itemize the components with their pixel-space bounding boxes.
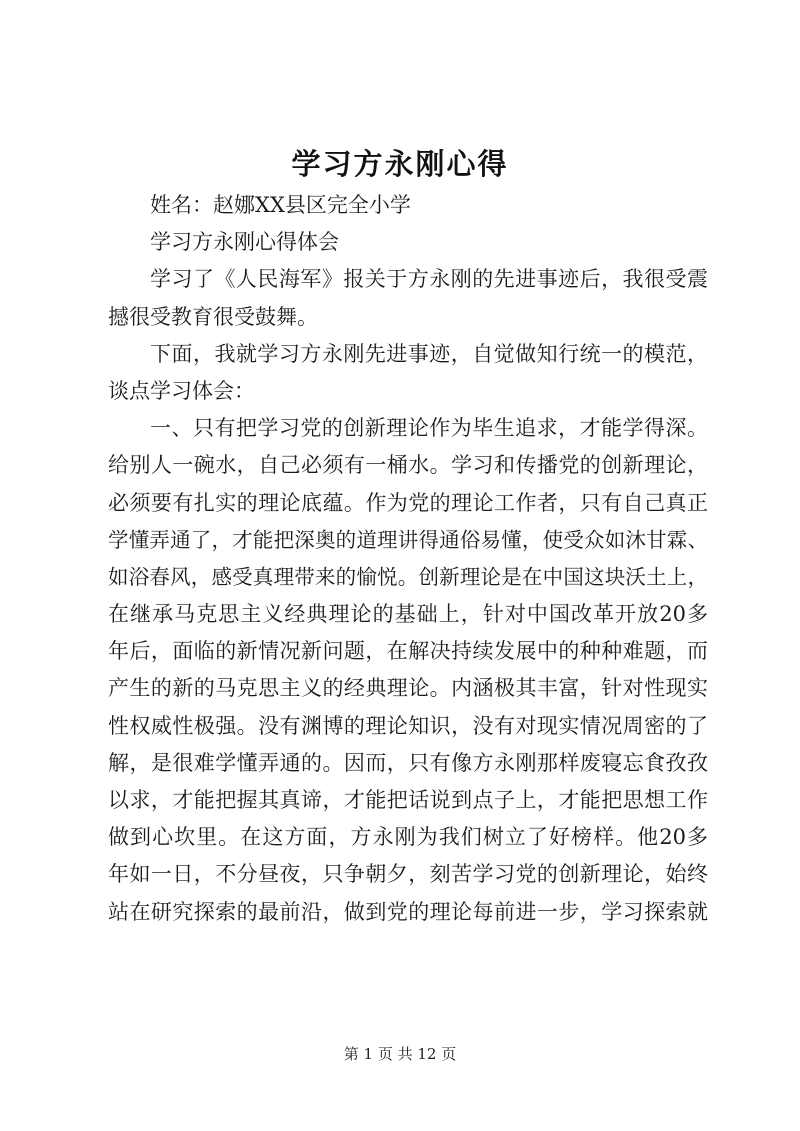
paragraph-line: 性权威性极强。没有渊博的理论知识，没有对现实情况周密的了 (108, 713, 708, 738)
paragraph-line: 谈点学习体会： (108, 378, 255, 403)
paragraph-line: 站在研究探索的最前沿，做到党的理论每前进一步，学习探索就 (108, 899, 708, 924)
paragraph-line: 以求，才能把握其真谛，才能把话说到点子上，才能把思想工作 (108, 788, 708, 812)
paragraph-line: 在继承马克思主义经典理论的基础上，针对中国改革开放20多 (108, 602, 708, 627)
author-line: 姓名：赵娜XX县区完全小学 (150, 193, 411, 217)
paragraph-line: 年后，面临的新情况新问题，在解决持续发展中的种种难题，而 (108, 639, 708, 664)
paragraph-line: 必须要有扎实的理论底蕴。作为党的理论工作者，只有自己真正 (108, 490, 708, 515)
paragraph-line: 撼很受教育很受鼓舞。 (108, 304, 318, 329)
paragraph-line: 学懂弄通了，才能把深奥的道理讲得通俗易懂，使受众如沐甘霖、 (108, 527, 708, 552)
paragraph-line: 产生的新的马克思主义的经典理论。内涵极其丰富，针对性现实 (108, 676, 708, 701)
document-body (108, 187, 708, 931)
document-title: 学习方永刚心得 (291, 147, 509, 181)
page-number-footer: 第 1 页 共 12 页 (343, 1045, 457, 1063)
subtitle-line: 学习方永刚心得体会 (150, 230, 339, 255)
paragraph-line: 做到心坎里。在这方面，方永刚为我们树立了好榜样。他20多 (108, 825, 708, 850)
paragraph-line: 解，是很难学懂弄通的。因而，只有像方永刚那样废寝忘食孜孜 (108, 750, 708, 775)
paragraph-line: 下面，我就学习方永刚先进事迹，自觉做知行统一的模范， (150, 341, 708, 366)
paragraph-line: 年如一日，不分昼夜，只争朝夕，刻苦学习党的创新理论，始终 (108, 862, 708, 887)
paragraph-line: 学习了《人民海军》报关于方永刚的先进事迹后，我很受震 (150, 267, 708, 292)
paragraph-line: 如浴春风，感受真理带来的愉悦。创新理论是在中国这块沃土上， (108, 564, 708, 589)
paragraph-line: 给别人一碗水，自己必须有一桶水。学习和传播党的创新理论， (108, 453, 708, 478)
paragraph-line: 一、只有把学习党的创新理论作为毕生追求，才能学得深。 (150, 416, 708, 441)
